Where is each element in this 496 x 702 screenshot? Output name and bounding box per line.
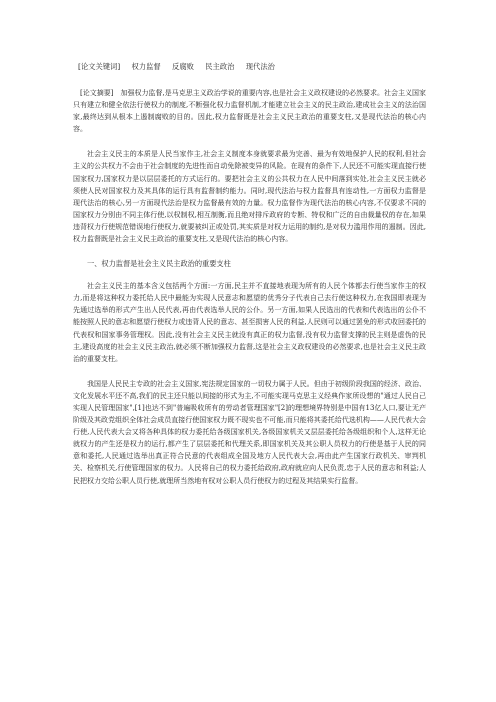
keyword-item: 现代法治 bbox=[245, 62, 275, 71]
keyword-item: 反腐败 bbox=[172, 62, 194, 71]
keyword-item: 民主政治 bbox=[205, 62, 235, 71]
keywords-line bbox=[78, 61, 426, 72]
abstract-paragraph: [论文摘要] 加强权力监督,是马克思主义政治学说的重要内容,也是社会主义政权建设的必然要求。社会主义国家只有建立和健全依法行使权力的制度,不断强化权力监督机制,才能建立社会主义的民主政治,建成社会主义的法治国家,最终达到从根本上遏制腐败的目的。因此,权力监督既是社会主义民主政治的重要支柱,又是现代法治的核心内容。 bbox=[73, 89, 426, 134]
keyword-item: 权力监督 bbox=[131, 62, 161, 71]
section-heading: 一、权力监督是社会主义民主政治的重要支柱 bbox=[87, 259, 231, 269]
body-paragraph: 社会主义民主的基本含义包括两个方面:一方面,民主并不直接地表现为所有的人民个体都去行使当家作主的权力,而是将这种权力委托给人民中最能为实现人民意志和愿望的优秀分子代表自己去行使这种权力,在我国即表现为先通过选举的形式产生出人民代表,再由代表选举人民的公仆。另一方面,如果人民选出的代表和代表选出的公仆不能按照人民的意志和愿望行使权力或违背人民的意志、甚至损害人民的利益,人民则可以通过罢免的形式收回委托的代表权和国家事务管理权。因此,没有社会主义民主就没有真正的权力监督,没有权力监督支撑的民主则是虚伪的民主,建设高度的社会主义民主政治,就必须不断加强权力监督,这是社会主义政权建设的必然要求,也是社会主义民主政治的重要支柱。 bbox=[73, 282, 426, 363]
intro-paragraph: 社会主义民主的本质是人民当家作主,社会主义制度本身就要求最为完善、最为有效地保护人民的权利,但社会主义的公共权力不会由于社会制度的先进性而自动免除被变异的风险。在现有的条件下,人民还不可能实现直接行使国家权力,国家权力是以层层委托的方式运行的。要把社会主义的公共权力在人民中间落到实处,社会主义民主就必须使人民对国家权力及其具体的运行具有监督制约能力。同时,现代法治与权力监督具有连动性,一方面权力监督是现代法治的核心,另一方面现代法治是权力监督最有效的力量。权力监督作为现代法治的核心内容,不仅要求不同的国家权力分别由不同主体行使,以权制权,相互制衡,而且绝对排斥政府的专断、特权和广泛的自由裁量权的存在,如果违背权力行使规范错误地行使权力,就要被纠正或处罚,其实质是对权力运用的制约,是对权力滥用作用的遏制。因此,权力监督既是社会主义民主政治的重要支柱,又是现代法治的核心内容。 bbox=[73, 150, 426, 244]
body-paragraph: 我国是人民民主专政的社会主义国家,宪法规定国家的一切权力属于人民。但由于初级阶段我国的经济、政治、文化发展水平还不高,我们的民主还只能以间接的形式为主,不可能实现马克思主义经典作家所设想的"通过人民自己实现人民管理国家",[1]也达不到"普遍吸收所有的劳动者管理国家"[2]的理想境界特别是中国有13亿人口,要让无产阶级及其政党组织全体社会成员直接行使国家权力既不现实也不可能,而只能将其委托给代选机构——人民代表大会行使,人民代表大会又将各种具体的权力委托给各级国家机关,各级国家机关又层层委托给各级组织和个人,这样无论就权力的产生还是权力的运行,都产生了层层委托和代理关系,即国家机关及其公职人员权力的行使是基于人民的同意和委托,人民通过选举出真正符合民意的代表组成全国及地方人民代表大会,再由此产生国家行政机关、审判机关、检察机关,行使管理国家的权力。人民将自己的权力委托给政府,政府就应向人民负责,忠于人民的意志和利益;人民把权力交给公职人员行使,就理所当然地有权对公职人员行使权力的过程及其结果实行监督。 bbox=[73, 379, 426, 485]
keywords-label: [论文关键词] bbox=[78, 62, 121, 71]
